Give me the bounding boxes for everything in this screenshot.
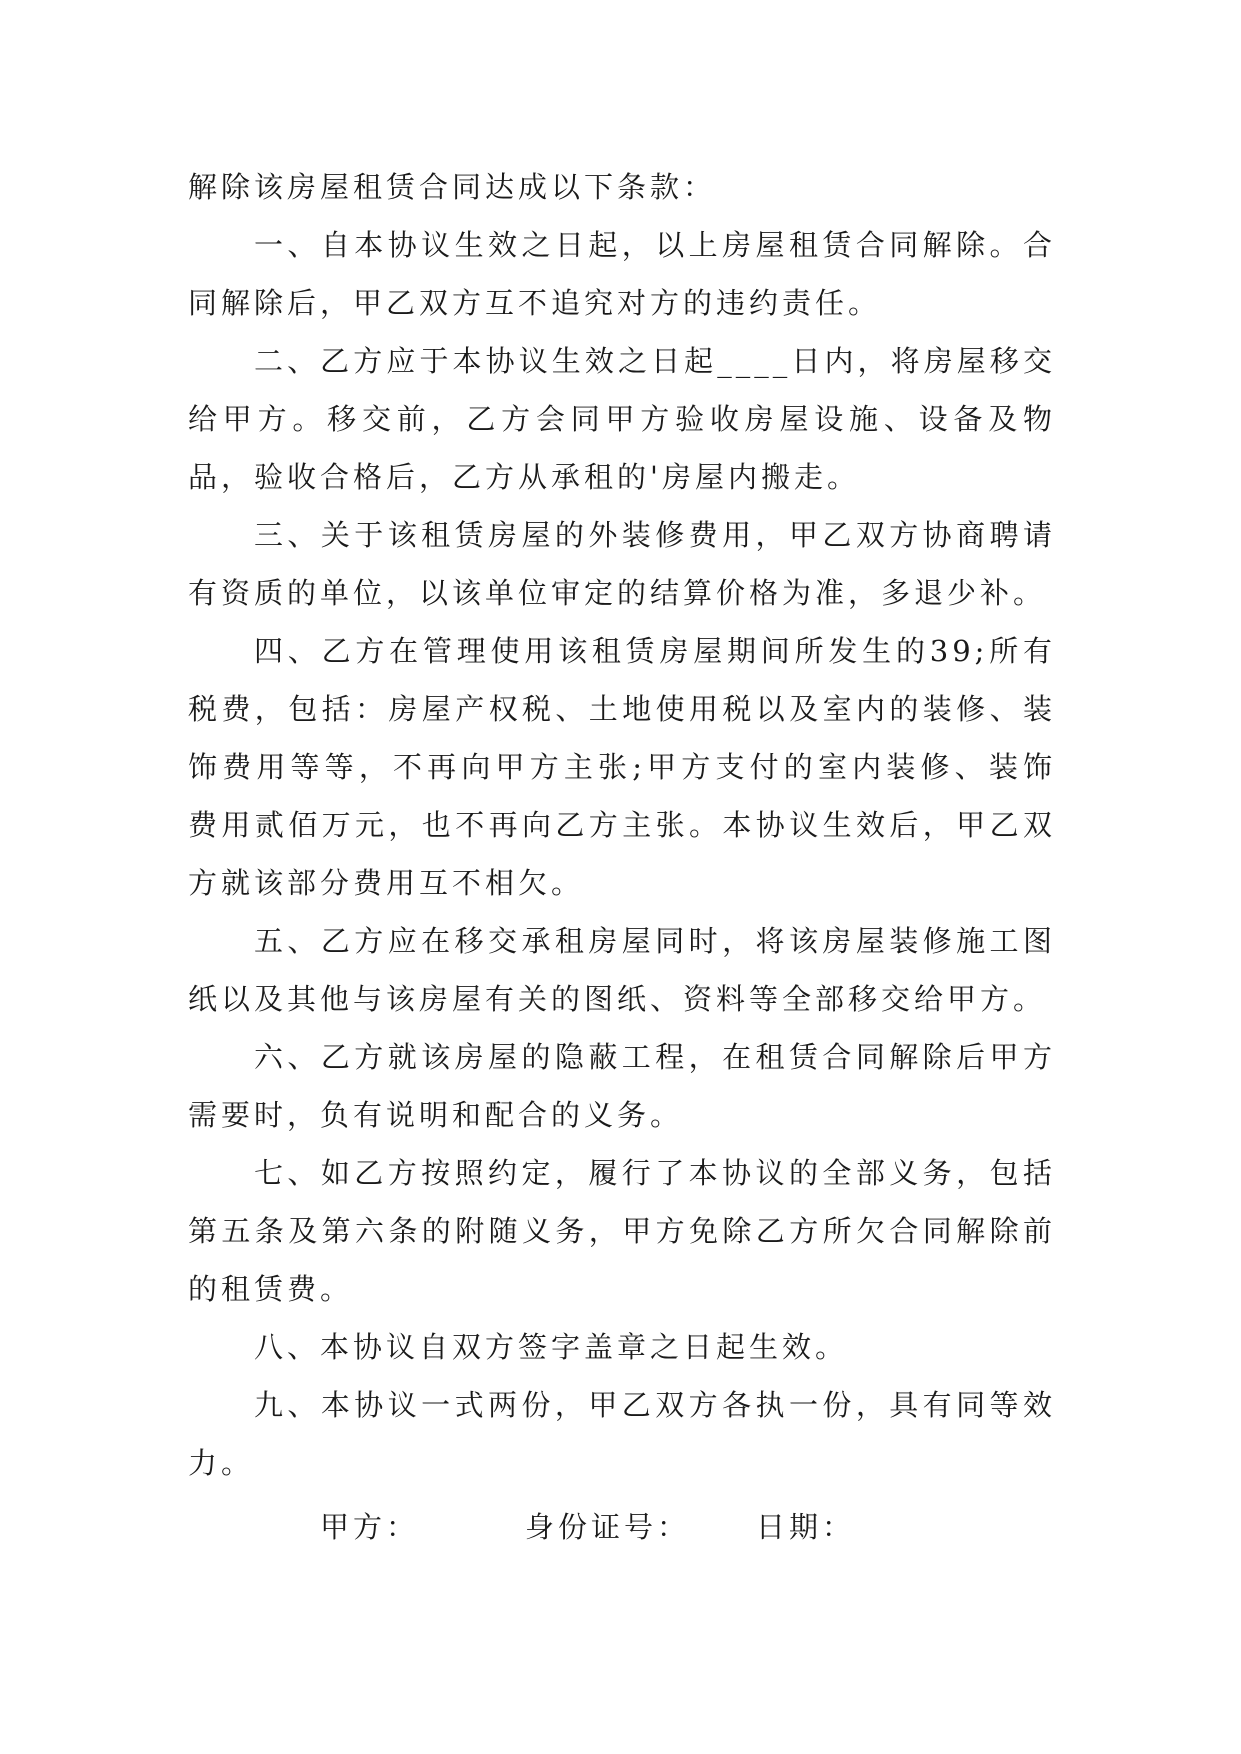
clause-5: 五、乙方应在移交承租房屋同时，将该房屋装修施工图纸以及其他与该房屋有关的图纸、资料等全部移交给甲方。 — [188, 924, 1056, 1016]
document-body — [188, 158, 1056, 1556]
clause-6: 六、乙方就该房屋的隐蔽工程，在租赁合同解除后甲方需要时，负有说明和配合的义务。 — [188, 1040, 1056, 1132]
signature-line — [188, 1498, 1056, 1556]
clause-1: 一、自本协议生效之日起，以上房屋租赁合同解除。合同解除后，甲乙双方互不追究对方的违约责任。 — [188, 228, 1056, 320]
clause-4: 四、乙方在管理使用该租赁房屋期间所发生的39;所有税费，包括：房屋产权税、土地使用税以及室内的装修、装饰费用等等，不再向甲方主张;甲方支付的室内装修、装饰费用贰佰万元，也不再向乙方主张。本协议生效后，甲乙双方就该部分费用互不相欠。 — [188, 634, 1056, 900]
id-number-label: 身份证号： — [525, 1510, 691, 1544]
clause-9: 九、本协议一式两份，甲乙双方各执一份，具有同等效力。 — [188, 1388, 1056, 1480]
clause-8: 八、本协议自双方签字盖章之日起生效。 — [254, 1330, 849, 1364]
date-label: 日期： — [756, 1510, 856, 1544]
clause-7: 七、如乙方按照约定，履行了本协议的全部义务，包括第五条及第六条的附随义务，甲方免除乙方所欠合同解除前的租赁费。 — [188, 1156, 1056, 1306]
paragraph-intro: 解除该房屋租赁合同达成以下条款： — [188, 170, 717, 204]
party-a-label: 甲方： — [320, 1510, 420, 1544]
clause-3: 三、关于该租赁房屋的外装修费用，甲乙双方协商聘请有资质的单位，以该单位审定的结算价格为准，多退少补。 — [188, 518, 1056, 610]
clause-2: 二、乙方应于本协议生效之日起____日内，将房屋移交给甲方。移交前，乙方会同甲方验收房屋设施、设备及物品，验收合格后，乙方从承租的'房屋内搬走。 — [188, 344, 1056, 494]
